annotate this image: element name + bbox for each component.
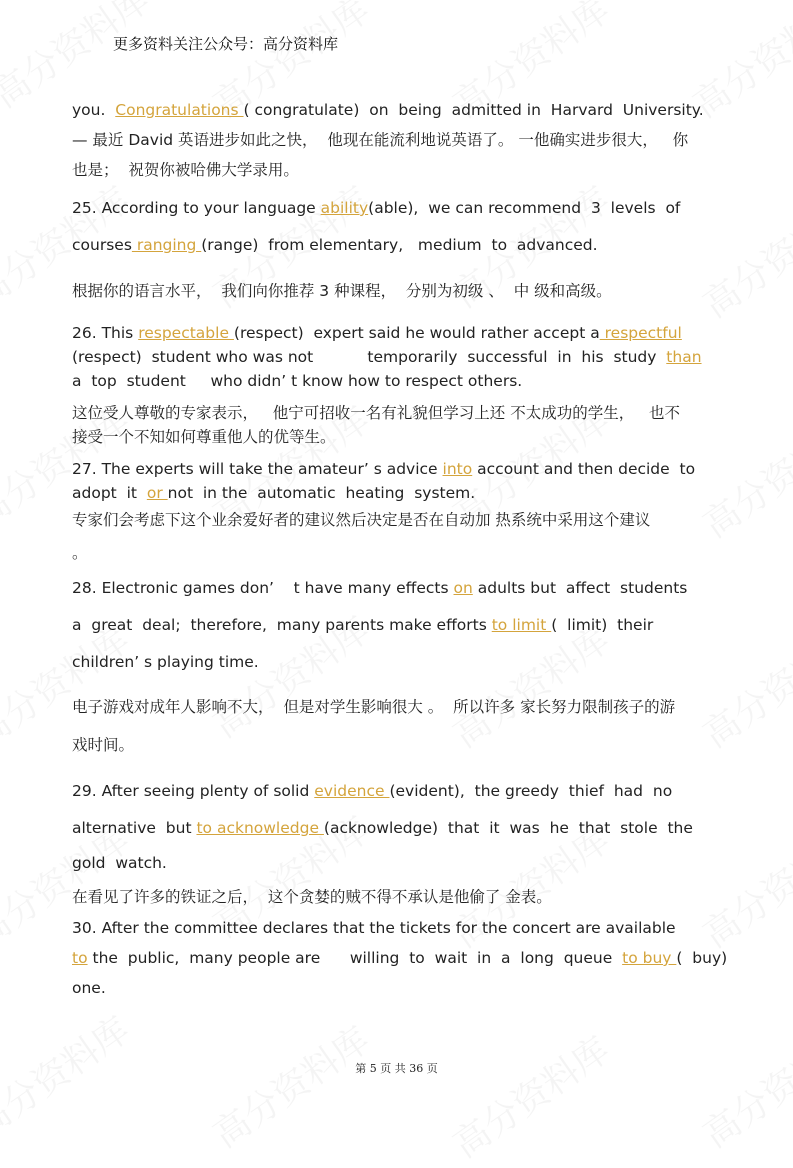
text-line [72,818,693,838]
text-segment: (respect) student who was not temporarily successful in his study [72,348,667,366]
text-line [72,130,688,150]
answer-blank: respectable [138,324,234,342]
text-line [72,697,675,717]
text-line [72,948,727,968]
text-segment: courses [72,236,132,254]
text-segment: (evident), the greedy thief had no [389,782,673,800]
text-segment: ( limit) their [551,616,654,634]
text-line [72,160,299,180]
watermark-text [692,1013,793,1158]
watermark-text [692,183,793,328]
answer-blank: to [72,949,88,967]
text-segment: 在看见了许多的铁证之后， 这个贪婪的贼不得不承认是他偷了 金表。 [72,888,552,906]
text-segment: 电子游戏对成年人影响不大， 但是对学生影响很大 。 所以许多 家长努力限制孩子的游 [72,698,676,716]
text-line [72,615,653,635]
text-line [72,853,167,873]
text-line [72,978,106,998]
text-segment: 27. The experts will take the amateur’ s advice [72,460,443,478]
watermark-text [202,1013,379,1158]
text-line [72,483,475,503]
text-line [72,735,134,755]
text-line [72,510,650,530]
answer-blank: Congratulations [115,101,244,119]
text-line [72,427,336,447]
text-segment: 专家们会考虑下这个业余爱好者的建议然后决定是否在自动加 热系统中采用这个建议 [72,511,651,529]
text-segment: adopt it [72,484,147,502]
text-line [72,403,680,423]
text-line [72,781,672,801]
answer-blank: to limit [491,616,552,634]
text-line [72,578,687,598]
text-segment: a great deal; therefore, many parents make efforts [72,616,492,634]
text-segment: 28. Electronic games don’ t have many effects [72,579,454,597]
text-segment: (respect) expert said he would rather accept a [233,324,600,342]
watermark-text [692,613,793,758]
text-segment: adults but affect students [472,579,688,597]
text-segment: 26. This [72,324,139,342]
text-segment: — 最近 David 英语进步如此之快， 他现在能流利地说英语了。 一他确实进步很大， 你 [72,131,689,149]
answer-blank: evidence [314,782,390,800]
watermark-text [442,1023,619,1168]
text-segment: 25. According to your language [72,199,321,217]
text-segment: not in the automatic heating system. [167,484,476,502]
text-segment: (acknowledge) that it was he that stole the [323,819,693,837]
text-line [72,543,88,563]
text-segment: one. [72,979,106,997]
answer-blank: than [666,348,702,366]
text-line [72,347,702,367]
page-header: 更多资料关注公众号：高分资料库 [113,35,339,53]
text-segment: 29. After seeing plenty of solid [72,782,315,800]
text-segment: 也是； 祝贺你被哈佛大学录用。 [72,161,299,179]
answer-blank: to acknowledge [196,819,324,837]
text-segment: account and then decide to [472,460,696,478]
text-line [72,198,680,218]
answer-blank: into [442,460,473,478]
text-line [72,371,522,391]
text-line [72,281,612,301]
text-line [72,100,704,120]
text-segment: 戏时间。 [72,736,135,754]
text-line [72,652,259,672]
text-line [72,235,598,255]
answer-blank: on [453,579,473,597]
text-segment: ( congratulate) on being admitted in Harvard University. [243,101,704,119]
text-segment: alternative but [72,819,197,837]
page-footer: 第 5 页 共 36 页 [355,1062,438,1075]
answer-blank: or [146,484,168,502]
text-segment: 30. After the committee declares that the tickets for the concert are available [72,919,676,937]
text-segment: you. [72,101,116,119]
text-line [72,918,676,938]
text-segment: (able), we can recommend 3 levels of [368,199,681,217]
answer-blank: ability [320,199,369,217]
text-segment: gold watch. [72,854,167,872]
watermark-text [692,403,793,548]
text-segment: 。 [72,544,88,562]
answer-blank: ranging [131,236,202,254]
text-line [72,887,552,907]
answer-blank: respectful [599,324,682,342]
text-line [72,323,682,343]
text-segment: a top student who didn’ t know how to respect others. [72,372,523,390]
text-segment: (range) from elementary, medium to advanced. [201,236,598,254]
text-segment: the public, many people are willing to wait in a long queue [87,949,623,967]
text-segment: ( buy) [676,949,728,967]
text-segment: 这位受人尊敬的专家表示， 他宁可招收一名有礼貌但学习上还 不太成功的学生， 也不 [72,404,680,422]
text-segment: children’ s playing time. [72,653,259,671]
text-segment: 接受一个不知如何尊重他人的优等生。 [72,428,336,446]
text-line [72,459,695,479]
watermark-text [692,813,793,958]
answer-blank: to buy [622,949,677,967]
text-segment: 根据你的语言水平， 我们向你推荐 3 种课程， 分别为初级 、 中 级和高级。 [72,282,612,300]
